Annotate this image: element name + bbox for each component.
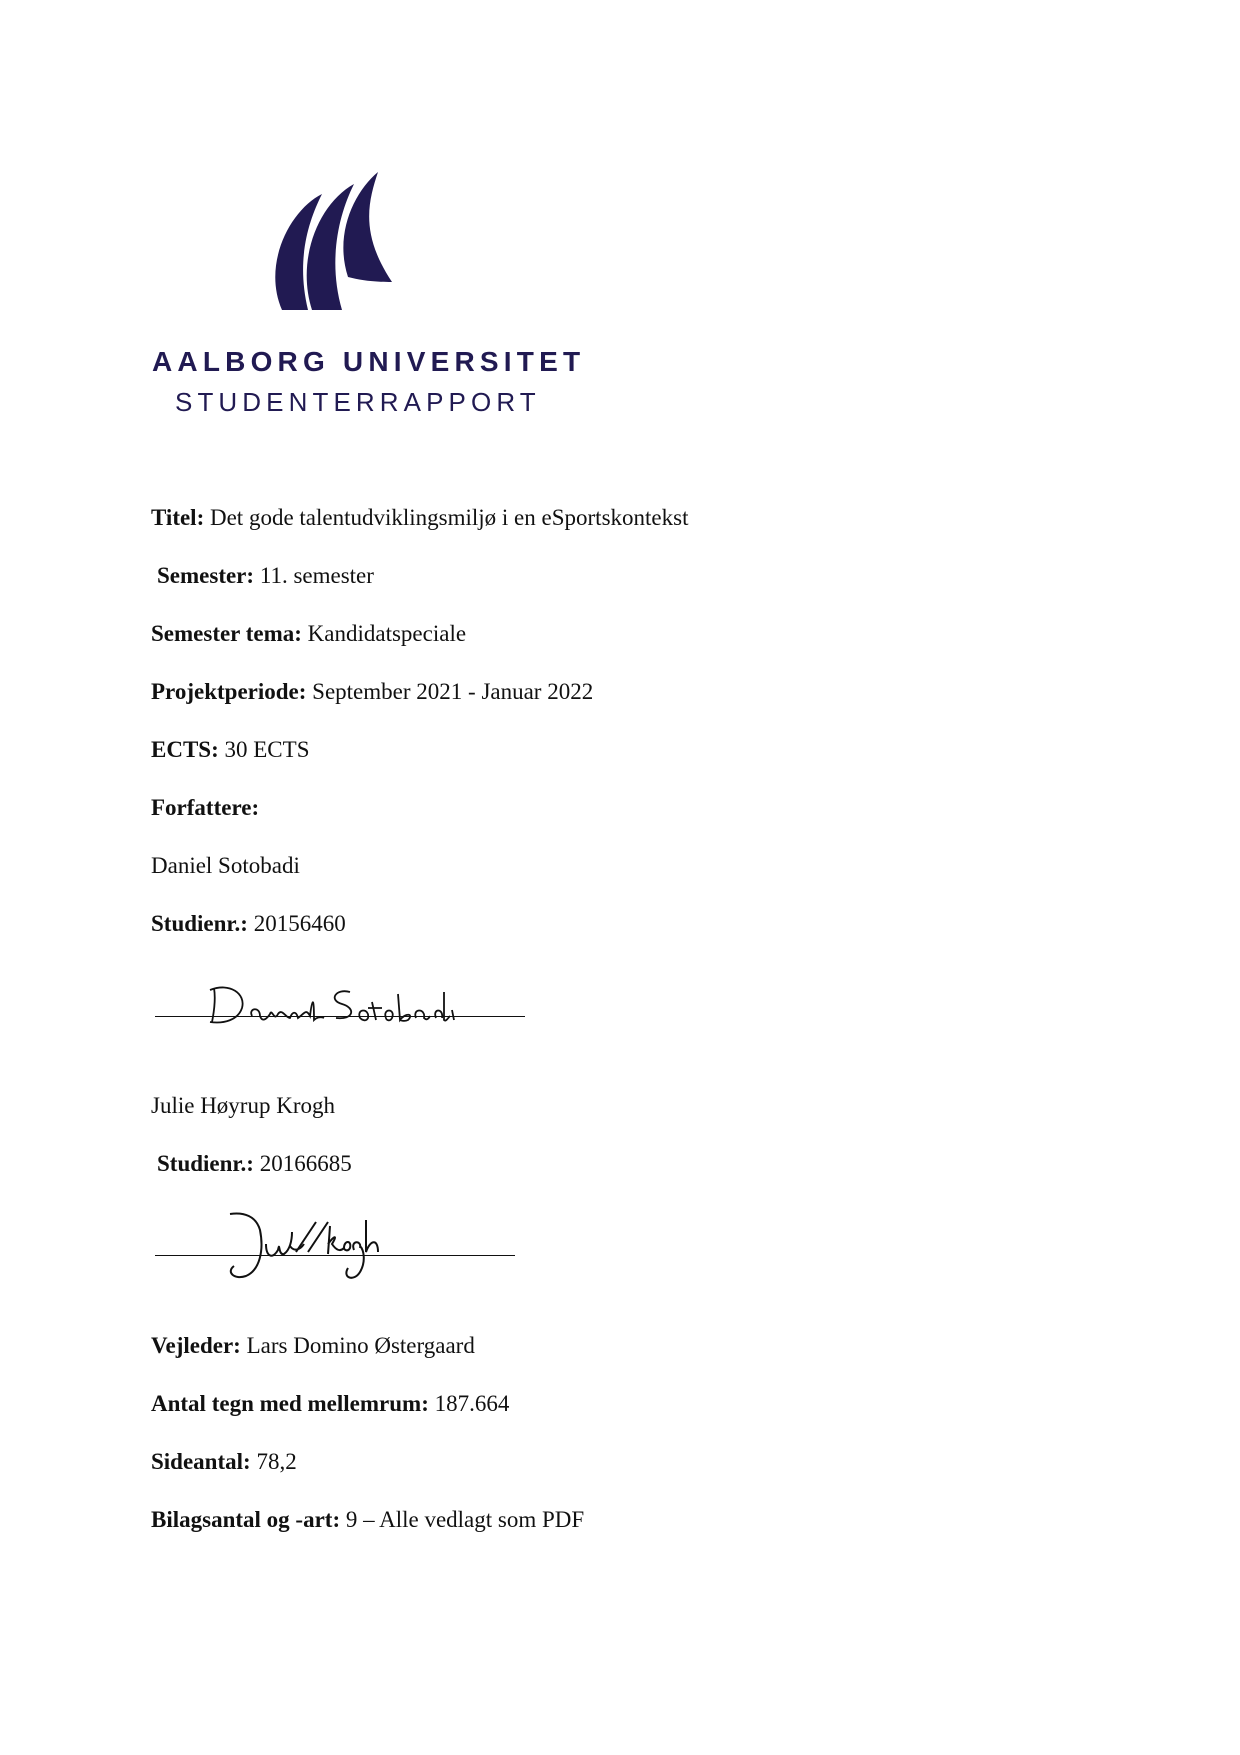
vejleder-label: Vejleder: [151, 1333, 241, 1358]
semester-tema-value: Kandidatspeciale [307, 621, 467, 646]
vejleder-value: Lars Domino Østergaard [246, 1333, 475, 1358]
studienr-value: 20156460 [253, 911, 346, 936]
author-studienr [151, 912, 346, 935]
bilag-field [151, 1508, 584, 1531]
sideantal-label: Sideantal: [151, 1449, 251, 1474]
author-name: Julie Høyrup Krogh [151, 1093, 335, 1118]
ects-label: ECTS: [151, 737, 219, 762]
title-value: Det gode talentudviklingsmiljø i en eSportskontekst [209, 505, 689, 530]
signature-line [155, 1255, 515, 1256]
semester-tema-label: Semester tema: [151, 621, 302, 646]
semester-value: 11. semester [259, 563, 374, 588]
forfattere-label: Forfattere: [151, 795, 260, 820]
logo-subtitle: STUDENTERRAPPORT [175, 387, 541, 417]
university-logo-icon [268, 172, 400, 310]
semester-label: Semester: [157, 563, 255, 588]
projektperiode-field [151, 680, 593, 703]
studienr-value: 20166685 [259, 1151, 352, 1176]
signature-line [155, 1016, 525, 1017]
studienr-label: Studienr.: [151, 911, 248, 936]
semester-tema-field [151, 622, 466, 645]
logo-title: AALBORG UNIVERSITET [152, 346, 586, 377]
antal-tegn-field [151, 1392, 509, 1415]
bilag-label: Bilagsantal og -art: [151, 1507, 341, 1532]
projektperiode-label: Projektperiode: [151, 679, 307, 704]
ects-field [151, 738, 309, 761]
author-signature [200, 978, 460, 1036]
author-studienr [157, 1152, 352, 1175]
sideantal-value: 78,2 [256, 1449, 297, 1474]
ects-value: 30 ECTS [224, 737, 310, 762]
bilag-value: 9 – Alle vedlagt som PDF [345, 1507, 585, 1532]
sideantal-field [151, 1450, 297, 1473]
forfattere-field [151, 796, 259, 819]
title-field [151, 506, 688, 529]
author-signature [220, 1210, 400, 1290]
title-label: Titel: [151, 505, 205, 530]
antal-tegn-label: Antal tegn med mellemrum: [151, 1391, 429, 1416]
semester-field [157, 564, 374, 587]
vejleder-field [151, 1334, 475, 1357]
antal-tegn-value: 187.664 [434, 1391, 510, 1416]
author-name: Daniel Sotobadi [151, 853, 300, 878]
projektperiode-value: September 2021 - Januar 2022 [312, 679, 594, 704]
studienr-label: Studienr.: [157, 1151, 254, 1176]
